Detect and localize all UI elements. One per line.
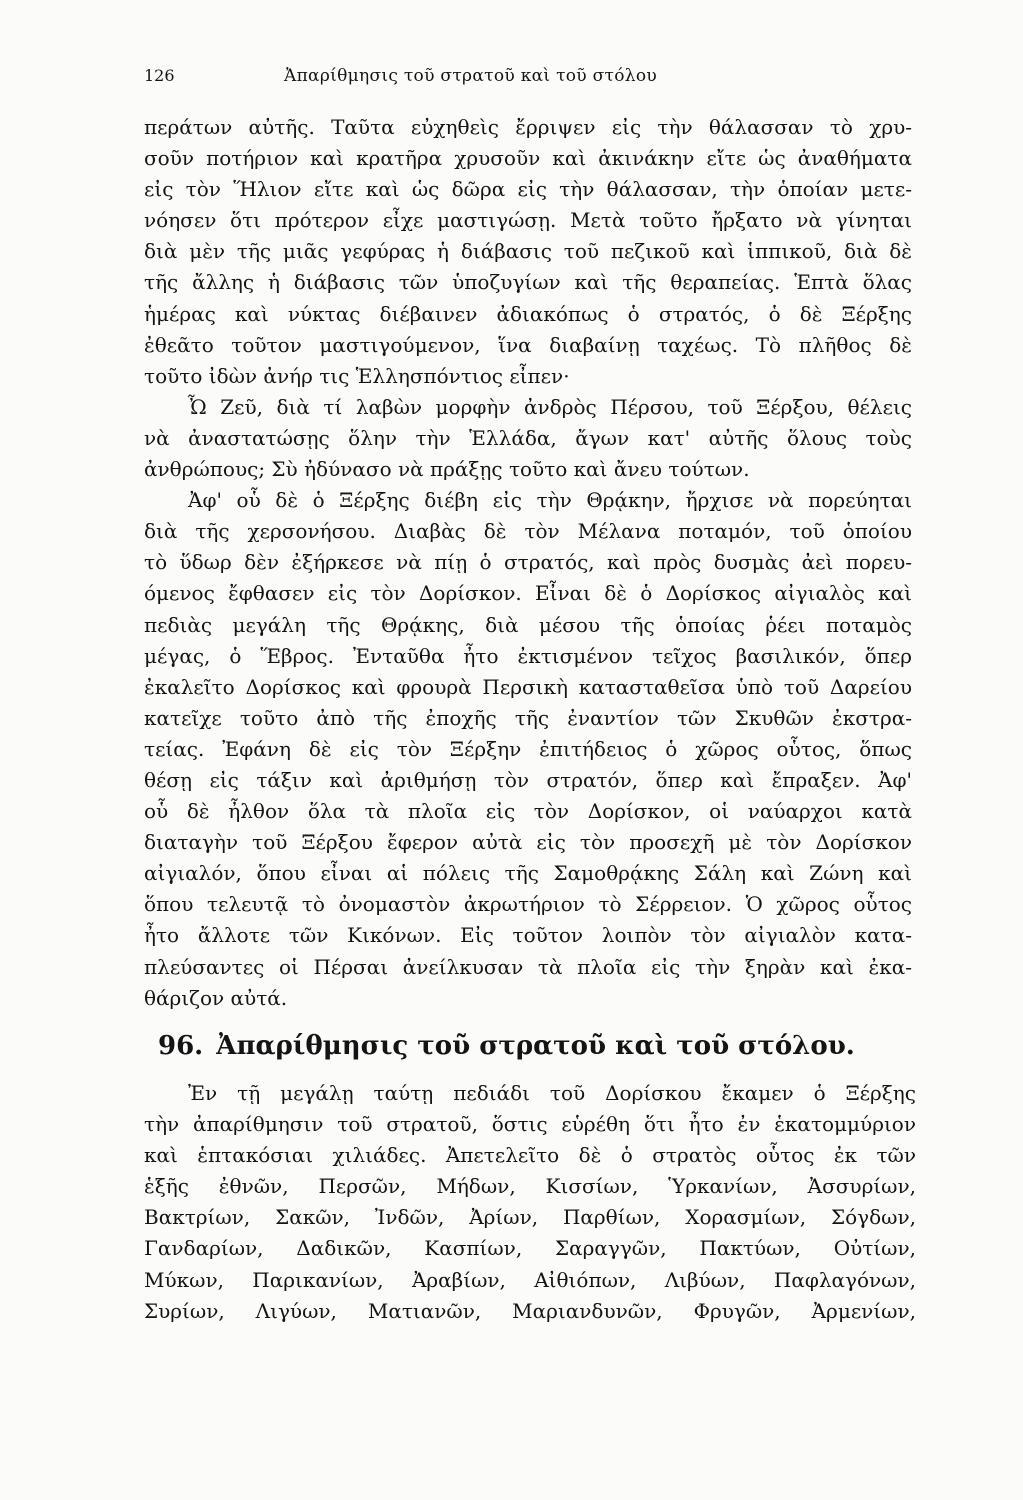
text-line: Ὦ Ζεῦ, διὰ τί λαβὼν μορφὴν ἀνδρὸς Πέρσου, τοῦ Ξέρξου, θέλεις xyxy=(188,394,912,419)
text-line: ἑξῆς ἐθνῶν, Περσῶν, Μήδων, Κισσίων, Ὑρκανίων, Ἀσσυρίων, xyxy=(144,1174,916,1199)
text-line: τοῦτο ἰδὼν ἀνήρ τις Ἑλλησπόντιος εἶπεν· xyxy=(144,363,570,388)
text-line: ἀνθρώπους; Σὺ ἠδύνασο νὰ πράξῃς τοῦτο καὶ ἄνευ τούτων. xyxy=(144,457,750,482)
section-heading xyxy=(158,1026,918,1066)
running-header xyxy=(144,64,904,88)
text-line: ἡμέρας καὶ νύκτας διέβαινεν ἀδιακόπως ὁ στρατός, ὁ δὲ Ξέρξης xyxy=(144,301,912,326)
main-text xyxy=(144,112,912,1014)
running-title: Ἀπαρίθμησις τοῦ στρατοῦ καὶ τοῦ στόλου xyxy=(284,66,658,86)
text-line: ἦτο ἄλλοτε τῶν Κικόνων. Εἰς τοῦτον λοιπὸν τὸν αἰγιαλὸν κατα- xyxy=(144,923,912,948)
text-line: κατεῖχε τοῦτο ἀπὸ τῆς ἐποχῆς τῆς ἐναντίον τῶν Σκυθῶν ἐκστρα- xyxy=(144,705,912,730)
page-number: 126 xyxy=(144,66,175,85)
text-line: εἰς τὸν Ἥλιον εἴτε καὶ ὡς δῶρα εἰς τὴν θάλασσαν, τὴν ὁποίαν μετε- xyxy=(144,177,912,202)
text-line: διαταγὴν τοῦ Ξέρξου ἔφερον αὐτὰ εἰς τὸν προσεχῆ μὲ τὸν Δορίσκον xyxy=(144,830,912,855)
text-line: Ἐν τῇ μεγάλῃ ταύτῃ πεδιάδι τοῦ Δορίσκου ἔκαμεν ὁ Ξέρξης xyxy=(188,1081,916,1105)
text-line: πεδιὰς μεγάλη τῆς Θρᾴκης, διὰ μέσου τῆς ὁποίας ῥέει ποταμὸς xyxy=(144,612,912,637)
text-line: καὶ ἑπτακόσιαι χιλιάδες. Ἀπετελεῖτο δὲ ὁ στρατὸς οὗτος ἐκ τῶν xyxy=(144,1143,916,1168)
text-line: αἰγιαλόν, ὅπου εἶναι αἱ πόλεις τῆς Σαμοθρᾴκης Σάλη καὶ Ζώνη καὶ xyxy=(144,861,912,886)
section-text xyxy=(144,1078,916,1327)
text-line: οὗ δὲ ἦλθον ὅλα τὰ πλοῖα εἰς τὸν Δορίσκον, οἱ ναύαρχοι κατὰ xyxy=(144,799,912,824)
text-line: ἐθεᾶτο τοῦτον μαστιγούμενον, ἵνα διαβαίνῃ ταχέως. Τὸ πλῆθος δὲ xyxy=(144,332,912,357)
section-title: Ἀπαρίθμησις τοῦ στρατοῦ καὶ τοῦ στόλου. xyxy=(216,1031,855,1061)
text-line: Μύκων, Παρικανίων, Ἀραβίων, Αἰθιόπων, Λιβύων, Παφλαγόνων, xyxy=(144,1267,916,1292)
text-line: Συρίων, Λιγύων, Ματιανῶν, Μαριανδυνῶν, Φρυγῶν, Ἀρμενίων, xyxy=(144,1298,916,1323)
text-line: θάριζον αὐτά. xyxy=(144,985,288,1010)
text-line: ἐκαλεῖτο Δορίσκος καὶ φρουρὰ Περσικὴ κατασταθεῖσα ὑπὸ τοῦ Δαρείου xyxy=(144,674,912,699)
text-line: διὰ τῆς χερσονήσου. Διαβὰς δὲ τὸν Μέλανα ποταμόν, τοῦ ὁποίου xyxy=(144,519,912,544)
text-line: όμενος ἔφθασεν εἰς τὸν Δορίσκον. Εἶναι δὲ ὁ Δορίσκος αἰγιαλὸς καὶ xyxy=(144,581,912,606)
text-line: Γανδαρίων, Δαδικῶν, Κασπίων, Σαραγγῶν, Πακτύων, Οὐτίων, xyxy=(144,1236,916,1261)
text-line: τὸ ὕδωρ δὲν ἐξήρκεσε νὰ πίῃ ὁ στρατός, καὶ πρὸς δυσμὰς ἀεὶ πορευ- xyxy=(144,550,912,575)
text-line: περάτων αὐτῆς. Ταῦτα εὐχηθεὶς ἔρριψεν εἰς τὴν θάλασσαν τὸ χρυ- xyxy=(144,115,912,139)
text-line: Βακτρίων, Σακῶν, Ἰνδῶν, Ἀρίων, Παρθίων, Χορασμίων, Σόγδων, xyxy=(144,1205,916,1230)
text-line: Ἀφ' οὗ δὲ ὁ Ξέρξης διέβη εἰς τὴν Θρᾴκην, ἤρχισε νὰ πορεύηται xyxy=(188,488,912,513)
text-line: θέσῃ εἰς τάξιν καὶ ἀριθμήσῃ τὸν στρατόν, ὅπερ καὶ ἔπραξεν. Ἀφ' xyxy=(144,767,912,792)
text-line: ὅπου τελευτᾷ τὸ ὀνομαστὸν ἀκρωτήριον τὸ Σέρρειον. Ὁ χῶρος οὗτος xyxy=(144,892,912,917)
text-line: νὰ ἀναστατώσῃς ὅλην τὴν Ἑλλάδα, ἄγων κατ' αὐτῆς ὅλους τοὺς xyxy=(144,425,912,450)
text-line: τὴν ἀπαρίθμησιν τοῦ στρατοῦ, ὅστις εὑρέθη ὅτι ἦτο ἐν ἑκατομμύριον xyxy=(144,1112,916,1137)
text-line: τείας. Ἐφάνη δὲ εἰς τὸν Ξέρξην ἐπιτήδειος ὁ χῶρος οὗτος, ὅπως xyxy=(144,736,912,761)
section-number: 96. xyxy=(158,1031,204,1061)
text-line: διὰ μὲν τῆς μιᾶς γεφύρας ἡ διάβασις τοῦ πεζικοῦ καὶ ἱππικοῦ, διὰ δὲ xyxy=(144,239,912,264)
text-line: μέγας, ὁ Ἕβρος. Ἐνταῦθα ἦτο ἐκτισμένον τεῖχος βασιλικόν, ὅπερ xyxy=(144,643,912,668)
text-line: τῆς ἄλλης ἡ διάβασις τῶν ὑποζυγίων καὶ τῆς θεραπείας. Ἑπτὰ ὅλας xyxy=(144,270,912,295)
text-line: σοῦν ποτήριον καὶ κρατῆρα χρυσοῦν καὶ ἀκινάκην εἴτε ὡς ἀναθήματα xyxy=(144,146,912,171)
text-line: νόησεν ὅτι πρότερον εἶχε μαστιγώσῃ. Μετὰ τοῦτο ἤρξατο νὰ γίνηται xyxy=(144,208,912,233)
text-line: πλεύσαντες οἱ Πέρσαι ἀνείλκυσαν τὰ πλοῖα εἰς τὴν ξηρὰν καὶ ἐκα- xyxy=(144,954,912,979)
